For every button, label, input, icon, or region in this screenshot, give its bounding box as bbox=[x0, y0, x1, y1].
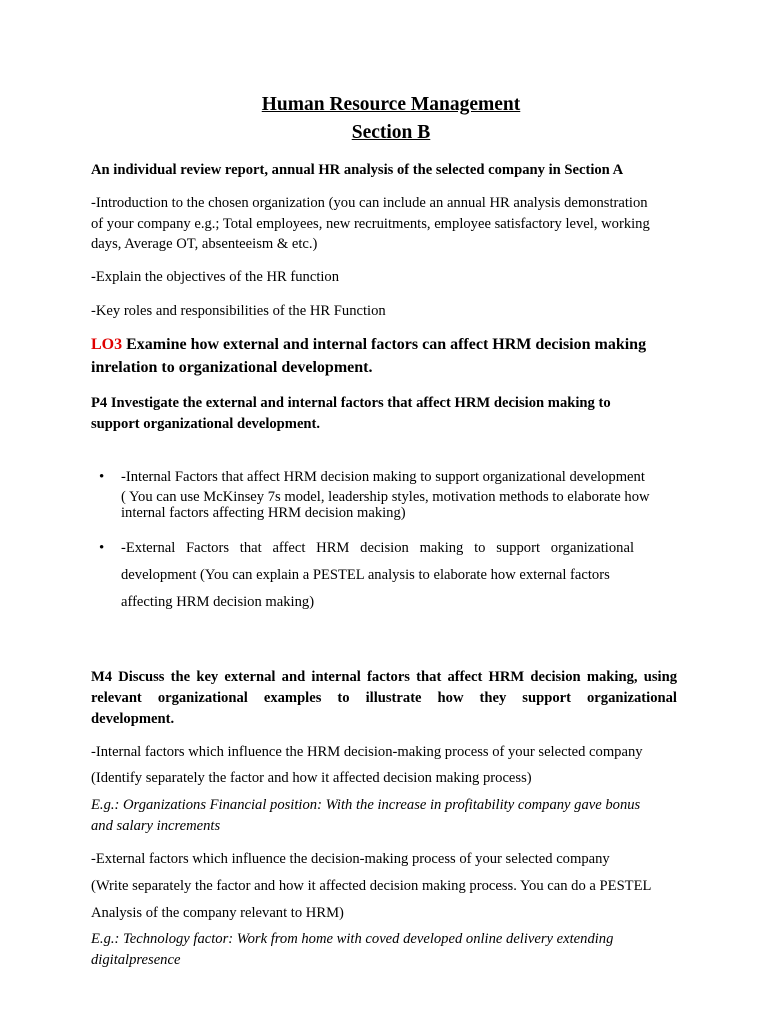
lo3-heading bbox=[91, 334, 646, 356]
external-factors-line-2: development (You can explain a PESTEL analysis to elaborate how external factors bbox=[121, 567, 610, 583]
lo3-code: LO3 bbox=[91, 336, 123, 353]
m4-heading-line-3: development. bbox=[91, 711, 175, 727]
internal-factors-line-2: ( You can use McKinsey 7s model, leadership styles, motivation methods to elaborate how bbox=[121, 489, 650, 505]
roles-line: -Key roles and responsibilities of the HR Function bbox=[91, 303, 386, 319]
external-factors-line-1: -External Factors that affect HRM decision making to support organizational bbox=[121, 540, 634, 556]
m4-external-line-3: Analysis of the company relevant to HRM) bbox=[91, 905, 344, 921]
intro-line-3: days, Average OT, absenteeism & etc.) bbox=[91, 236, 318, 252]
m4-internal-line-2: (Identify separately the factor and how it affected decision making process) bbox=[91, 770, 532, 786]
m4-external-line-1: -External factors which influence the decision-making process of your selected company bbox=[91, 851, 610, 867]
external-factors-line-3: affecting HRM decision making) bbox=[121, 594, 315, 610]
internal-factors-line-1: -Internal Factors that affect HRM decision making to support organizational development bbox=[121, 469, 645, 485]
intro-line-2: of your company e.g.; Total employees, new recruitments, employee satisfactory level, working bbox=[91, 216, 650, 232]
document-title: Human Resource Management bbox=[261, 94, 521, 115]
m4-heading-line-1: M4 Discuss the key external and internal factors that affect HRM decision making, using bbox=[91, 669, 677, 685]
internal-factors-line-3: internal factors affecting HRM decision making) bbox=[121, 505, 406, 521]
intro-line-1: -Introduction to the chosen organization (you can include an annual HR analysis demonstration bbox=[91, 195, 648, 211]
report-subtitle: An individual review report, annual HR analysis of the selected company in Section A bbox=[91, 162, 624, 178]
m4-internal-line-1: -Internal factors which influence the HRM decision-making process of your selected company bbox=[91, 744, 643, 760]
m4-external-example-2: digitalpresence bbox=[91, 952, 181, 968]
p4-heading-cont: support organizational development. bbox=[91, 416, 321, 432]
bullet-external: • bbox=[99, 540, 105, 556]
lo3-text: Examine how external and internal factors can affect HRM decision making bbox=[122, 336, 647, 353]
m4-external-line-2: (Write separately the factor and how it affected decision making process. You can do a PESTEL bbox=[91, 878, 652, 894]
m4-heading-line-2: relevant organizational examples to illustrate how they support organizational bbox=[91, 690, 677, 706]
section-title: Section B bbox=[351, 122, 431, 143]
lo3-heading-cont: inrelation to organizational development. bbox=[91, 359, 373, 376]
m4-internal-example-2: and salary increments bbox=[91, 818, 221, 834]
bullet-internal: • bbox=[99, 469, 105, 485]
objectives-line: -Explain the objectives of the HR function bbox=[91, 269, 340, 285]
p4-heading: P4 Investigate the external and internal factors that affect HRM decision making to bbox=[91, 395, 611, 411]
m4-internal-example-1: E.g.: Organizations Financial position: With the increase in profitability company gave bonus bbox=[91, 797, 641, 813]
m4-external-example-1: E.g.: Technology factor: Work from home with coved developed online delivery extending bbox=[91, 931, 614, 947]
